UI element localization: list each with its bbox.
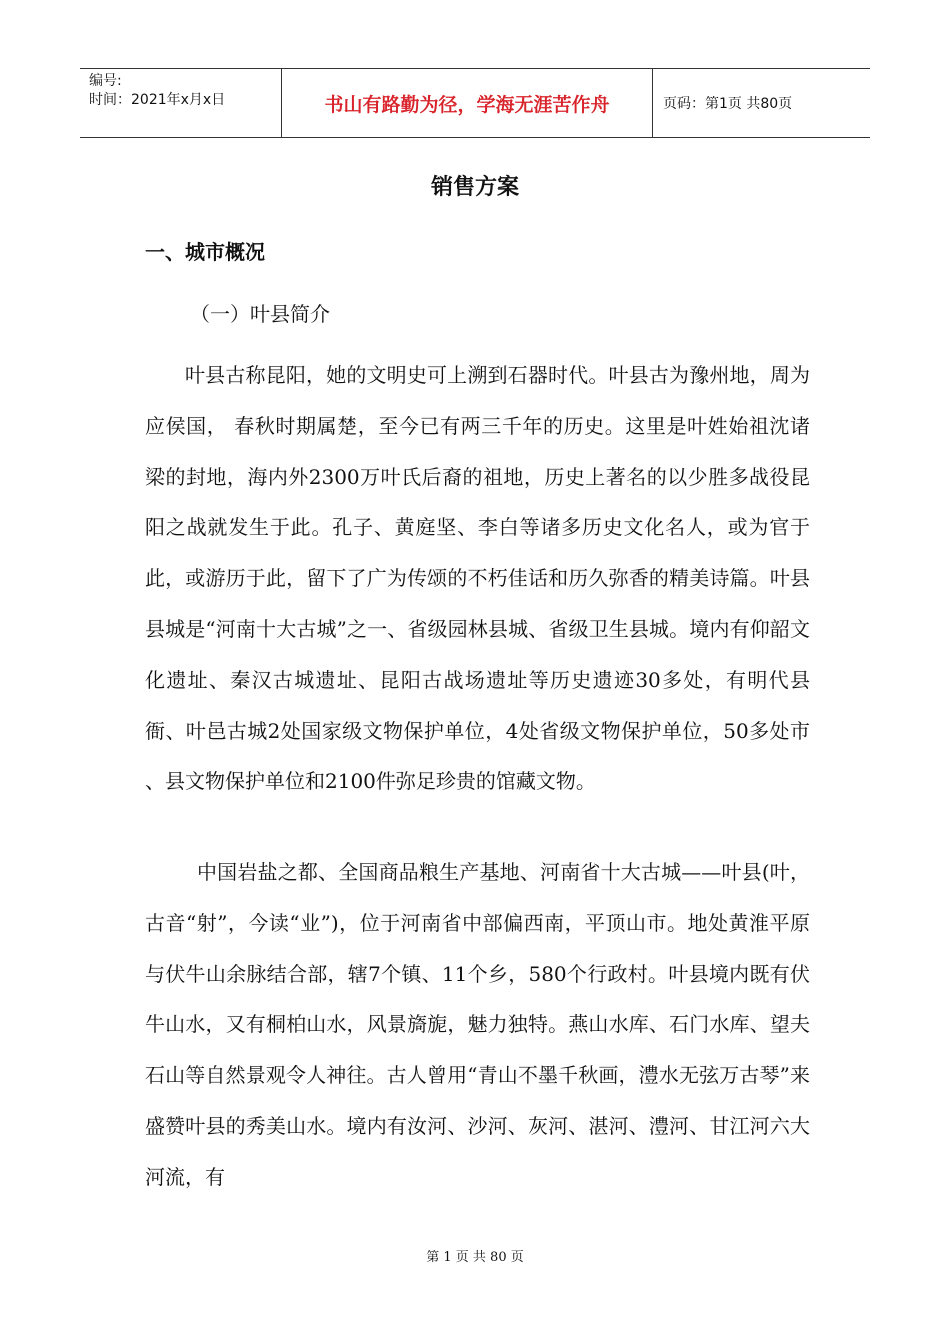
number-label: 编号: <box>89 73 122 89</box>
header-meta-cell <box>80 69 281 137</box>
section-heading: 一、城市概况 <box>145 240 265 264</box>
header-page-info: 页码：第1页 共80页 <box>663 96 793 112</box>
paragraph-2: 中国岩盐之都、全国商品粮生产基地、河南省十大古城——叶县(叶，古音“射”，今读“业”)，位于河南省中部偏西南，平顶山市。地处黄淮平原与伏牛山余脉结合部，辖7个镇、11个乡，580个行政村。叶县境内既有伏牛山水，又有桐柏山水，风景旖旎，魅力独特。燕山水库、石门水库、望夫石山等自然景观令人神往。古人曾用“青山不墨千秋画，澧水无弦万古琴”来盛赞叶县的秀美山水。境内有汝河、沙河、灰河、湛河、澧河、甘江河六大河流，有 <box>145 860 810 1189</box>
document-title: 销售方案 <box>430 175 519 200</box>
subsection-heading: （一）叶县简介 <box>190 302 330 326</box>
header-motto: 书山有路勤为径，学海无涯苦作舟 <box>281 69 653 137</box>
time-label: 时间：2021年x月x日 <box>89 92 226 108</box>
document-header <box>80 68 870 138</box>
page-footer: 第 1 页 共 80 页 <box>426 1250 524 1265</box>
paragraph-1: 叶县古称昆阳，她的文明史可上溯到石器时代。叶县古为豫州地，周为应侯国， 春秋时期属楚，至今已有两三千年的历史。这里是叶姓始祖沈诸梁的封地，海内外2300万叶氏后裔的祖地，历史上著名的以少胜多战役昆阳之战就发生于此。孔子、黄庭坚、李白等诸多历史文化名人，或为官于此，或游历于此，留下了广为传颂的不朽佳话和历久弥香的精美诗篇。叶县县城是“河南十大古城”之一、省级园林县城、省级卫生县城。境内有仰韶文化遗址、秦汉古城遗址、昆阳古战场遗址等历史遗迹30多处，有明代县衙、叶邑古城2处国家级文物保护单位，4处省级文物保护单位，50多处市 、县文物保护单位和2100件弥足珍贵的馆藏文物。 <box>145 363 810 794</box>
